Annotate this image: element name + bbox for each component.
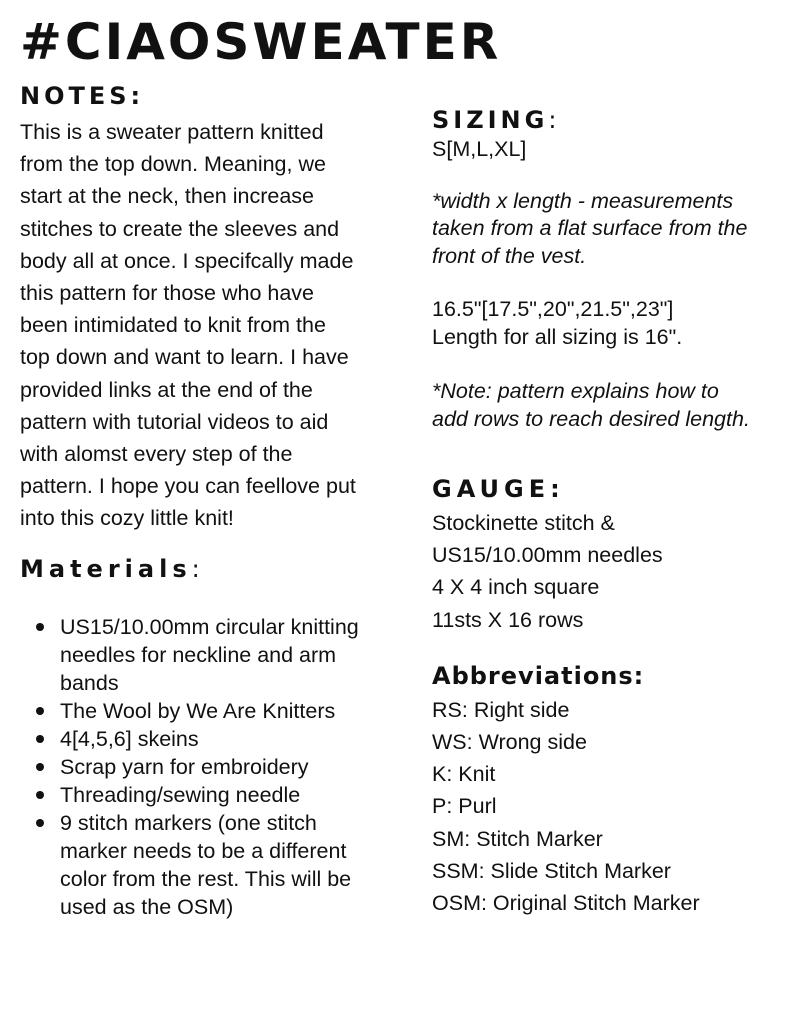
sizing-note (432, 188, 782, 271)
bullet-icon (36, 735, 44, 743)
list-item-line: bands (60, 670, 119, 695)
abbreviation-item: SSM: Slide Stitch Marker (432, 858, 671, 883)
sizing-measurements: 16.5"[17.5",20",21.5",23"] (432, 297, 674, 321)
list-item-line: used as the OSM) (60, 894, 234, 919)
list-item (20, 697, 400, 725)
abbreviations-heading: Abbreviations: (432, 661, 645, 690)
left-column (20, 80, 400, 921)
list-item-line: Scrap yarn for embroidery (60, 754, 309, 779)
notes-line: this pattern for those who have (20, 281, 315, 306)
bullet-icon (36, 707, 44, 715)
right-column (432, 104, 782, 919)
gauge-body (432, 507, 782, 636)
notes-heading: NOTES: (20, 82, 145, 110)
notes-line: with alomst every step of the (20, 442, 293, 467)
notes-line: into this cozy little knit! (20, 506, 234, 531)
gauge-line: Stockinette stitch & (432, 511, 615, 535)
sizing-heading (432, 104, 782, 136)
page-title: #CIAOSWEATER (20, 13, 502, 71)
list-item (20, 781, 400, 809)
sizing-length: Length for all sizing is 16". (432, 324, 683, 349)
bullet-icon (36, 791, 44, 799)
notes-line: provided links at the end of the (20, 377, 313, 402)
notes-line: been intimidated to knit from the (20, 313, 326, 338)
gauge-line: 4 X 4 inch square (432, 575, 600, 600)
sizing-note-line: front of the vest. (432, 243, 587, 268)
sizing-heading-colon: : (548, 106, 561, 134)
notes-line: pattern. I hope you can feellove put (20, 474, 356, 499)
pattern-note (432, 378, 782, 433)
gauge-line: US15/10.00mm needles (432, 543, 663, 568)
materials-list (20, 613, 400, 921)
notes-line: from the top down. Meaning, we (20, 152, 326, 177)
sizing-note-line: taken from a flat surface from the (432, 216, 748, 240)
list-item (20, 725, 400, 753)
bullet-icon (36, 763, 44, 771)
materials-heading-text: Materials (20, 554, 192, 583)
notes-line: stitches to create the sleeves and (20, 216, 340, 241)
abbreviations-list (432, 694, 782, 919)
abbreviation-item: RS: Right side (432, 697, 570, 722)
abbreviation-item: WS: Wrong side (432, 730, 587, 755)
abbreviation-item: K: Knit (432, 762, 496, 787)
bullet-icon (36, 623, 44, 631)
sizing-note-line: *width x length - measurements (432, 188, 734, 213)
gauge-heading: GAUGE: (432, 475, 565, 503)
notes-line: top down and want to learn. I have (20, 345, 349, 370)
pattern-note-line: *Note: pattern explains how to (432, 379, 719, 403)
list-item (20, 753, 400, 781)
sizing-heading-text: SIZING (432, 106, 549, 134)
gauge-line: 11sts X 16 rows (432, 607, 584, 632)
notes-line: pattern with tutorial videos to aid (20, 409, 329, 434)
sizing-sizes: S[M,L,XL] (432, 137, 527, 161)
abbreviation-item: OSM: Original Stitch Marker (432, 891, 700, 916)
notes-body (20, 116, 400, 535)
list-item-line: The Wool by We Are Knitters (60, 698, 336, 723)
notes-line: This is a sweater pattern knitted (20, 120, 324, 144)
list-item-line: marker needs to be a different (60, 838, 347, 863)
list-item (20, 809, 400, 921)
list-item-line: US15/10.00mm circular knitting (60, 614, 359, 639)
materials-heading-colon: : (191, 554, 205, 583)
list-item-line: Threading/sewing needle (60, 782, 301, 807)
pattern-note-line: add rows to reach desired length. (432, 406, 750, 431)
list-item-line: 9 stitch markers (one stitch (60, 810, 317, 835)
bullet-icon (36, 819, 44, 827)
abbreviation-item: SM: Stitch Marker (432, 826, 603, 851)
list-item (20, 613, 400, 697)
list-item-line: needles for neckline and arm (60, 642, 337, 667)
notes-line: start at the neck, then increase (20, 184, 314, 209)
notes-line: body all at once. I specifcally made (20, 248, 354, 273)
list-item-line: color from the rest. This will be (60, 866, 352, 891)
abbreviation-item: P: Purl (432, 794, 497, 819)
materials-heading (20, 553, 400, 585)
list-item-line: 4[4,5,6] skeins (60, 726, 199, 751)
